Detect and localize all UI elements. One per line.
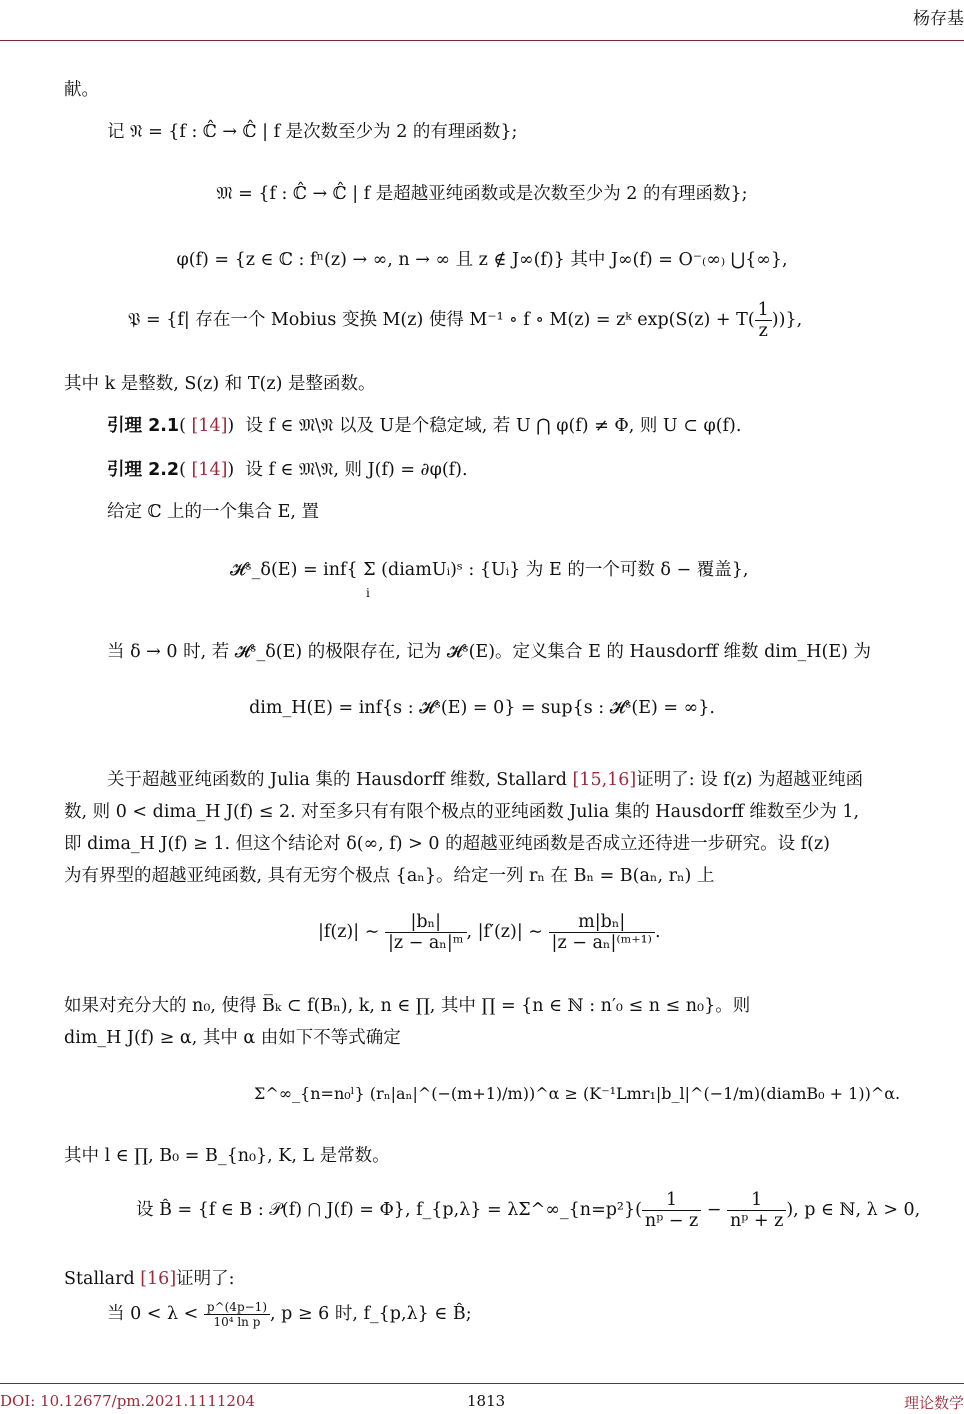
text-line: 当 δ → 0 时, 若 𝓗ˢ_δ(E) 的极限存在, 记为 𝓗ˢ(E)。定义集合 E 的 Hausdorff 维数 dim_H(E) 为 [107, 642, 871, 662]
fraction [385, 912, 467, 953]
equation-part: ), p ∈ ℕ, λ > 0, [786, 1200, 921, 1220]
lemma-text: 设 f ∈ 𝔐\𝔑 以及 U是个稳定域, 若 U ⋂ φ(f) ≠ Φ, 则 U ⊂ φ(f). [245, 416, 742, 436]
numerator: |bₙ| [385, 912, 467, 933]
text-line [107, 1300, 472, 1329]
lemma-title: 引理 2.2 [107, 460, 180, 480]
equation-part: |f(z)| ∼ [318, 922, 380, 942]
lemma: 引理 2.2( [14]) 设 f ∈ 𝔐\𝔑, 则 J(f) = ∂φ(f). [107, 460, 468, 480]
equation [136, 1190, 920, 1231]
equation: dim_H(E) = inf{s : 𝓗ˢ(E) = 0} = sup{s : 𝓗ˢ(E) = ∞}. [249, 698, 715, 718]
fraction [204, 1300, 270, 1329]
numerator: p^(4p−1) [204, 1300, 270, 1315]
text-part: , p ≥ 6 时, f_{p,λ} ∈ B̂; [270, 1304, 472, 1324]
header-author: 杨存基 [913, 9, 964, 29]
lemma: 引理 2.1( [14]) 设 f ∈ 𝔐\𝔑 以及 U是个稳定域, 若 U ⋂ φ(f) ≠ Φ, 则 U ⊂ φ(f). [107, 416, 742, 436]
denominator: |z − aₙ|⁽ᵐ⁺¹⁾ [551, 933, 652, 953]
equation-part: − [706, 1200, 722, 1220]
numerator: 1 [727, 1190, 786, 1211]
fraction [549, 912, 655, 953]
journal-name: 理论数学 [903, 1394, 964, 1412]
text-part: 当 0 < λ < [107, 1304, 199, 1324]
text-line: 如果对充分大的 n₀, 使得 B̅ₖ ⊂ f(Bₙ), k, n ∈ ∏, 其中 ∏ = {n ∈ ℕ : n′₀ ≤ n ≤ n₀}。则 [64, 996, 751, 1016]
text-line: 其中 k 是整数, S(z) 和 T(z) 是整函数。 [64, 374, 376, 394]
text-part: 关于超越亚纯函数的 Julia 集的 Hausdorff 维数, Stallard [107, 770, 573, 790]
denominator: 10⁴ ln p [213, 1315, 261, 1329]
text-line [64, 1265, 235, 1290]
doi-link[interactable]: DOI: 10.12677/pm.2021.1111204 [0, 1392, 256, 1410]
equation: 𝔐 = {f : ℂ̂ → ℂ̂ | f 是超越亚纯函数或是次数至少为 2 的有理函数}; [216, 184, 748, 204]
footer-rule [0, 1383, 964, 1384]
page-number: 1813 [467, 1392, 506, 1410]
equation: Σ^∞_{n=n₀ˡ} (rₙ|aₙ|^(−(m+1)/m))^α ≥ (K⁻¹Lmr₁|b_l|^(−1/m)(diamB₀ + 1))^α. [254, 1084, 901, 1103]
text-line: dim_H J(f) ≥ α, 其中 α 由如下不等式确定 [64, 1028, 401, 1048]
equation: 𝓗ˢ_δ(E) = inf{ Σ (diamUᵢ)ˢ : {Uᵢ} 为 E 的一个可数 δ − 覆盖}, [230, 560, 749, 580]
equation [318, 912, 661, 953]
citation-link[interactable]: [15,16] [572, 770, 637, 790]
text-line: 其中 l ∈ ∏, B₀ = B_{n₀}, K, L 是常数。 [64, 1146, 390, 1166]
text-line: 献。 [64, 80, 99, 100]
text-line: 即 dima_H J(f) ≥ 1. 但这个结论对 δ(∞, f) > 0 的超越亚纯函数是否成立还待进一步研究。设 f(z) [64, 834, 830, 854]
denominator: nᵖ + z [730, 1211, 784, 1231]
text-part: Stallard [64, 1269, 141, 1289]
numerator: 1 [642, 1190, 701, 1211]
equation-part: 𝔓 = {f| 存在一个 Mobius 变换 M(z) 使得 M⁻¹ ∘ f ∘ M(z) = zᵏ exp(S(z) + T( [128, 310, 755, 330]
denominator: nᵖ − z [644, 1211, 699, 1231]
denominator: |z − aₙ|ᵐ [387, 933, 464, 953]
equation [128, 300, 802, 341]
text-part: 证明了: 设 f(z) 为超越亚纯函 [636, 770, 864, 790]
numerator: m|bₙ| [549, 912, 655, 933]
fraction [727, 1190, 786, 1231]
numerator: 1 [755, 300, 772, 321]
citation-link[interactable]: [16] [140, 1269, 177, 1289]
text-part: 证明了: [176, 1269, 235, 1289]
lemma-text: 设 f ∈ 𝔐\𝔑, 则 J(f) = ∂φ(f). [245, 460, 468, 480]
denominator: z [758, 321, 768, 341]
citation-link[interactable]: [14] [191, 460, 228, 480]
equation-part: 设 B̂ = {f ∈ B : 𝒫(f) ⋂ J(f) = Φ}, f_{p,λ} = λΣ^∞_{n=p²}( [136, 1200, 642, 1220]
fraction [755, 300, 772, 341]
equation-subscript: i [366, 586, 370, 600]
fraction [642, 1190, 701, 1231]
citation-link[interactable]: [14] [191, 416, 228, 436]
equation-part: ))}, [771, 310, 803, 330]
equation-part: . [654, 922, 661, 942]
text-line: 给定 ℂ 上的一个集合 E, 置 [107, 502, 320, 522]
equation-part: , |f′(z)| ∼ [466, 922, 543, 942]
text-line: 记 𝔑 = {f : ℂ̂ → ℂ̂ | f 是次数至少为 2 的有理函数}; [107, 122, 518, 142]
text-line [107, 766, 863, 791]
header-rule [0, 40, 964, 41]
equation: φ(f) = {z ∈ ℂ : fⁿ(z) → ∞, n → ∞ 且 z ∉ J∞(f)} 其中 J∞(f) = O⁻₍∞₎ ⋃{∞}, [176, 250, 788, 270]
text-line: 为有界型的超越亚纯函数, 具有无穷个极点 {aₙ}。给定一列 rₙ 在 Bₙ = B(aₙ, rₙ) 上 [64, 866, 715, 886]
text-line: 数, 则 0 < dima_H J(f) ≤ 2. 对至多只有有限个极点的亚纯函数 Julia 集的 Hausdorff 维数至少为 1, [64, 802, 860, 822]
lemma-title: 引理 2.1 [107, 416, 180, 436]
